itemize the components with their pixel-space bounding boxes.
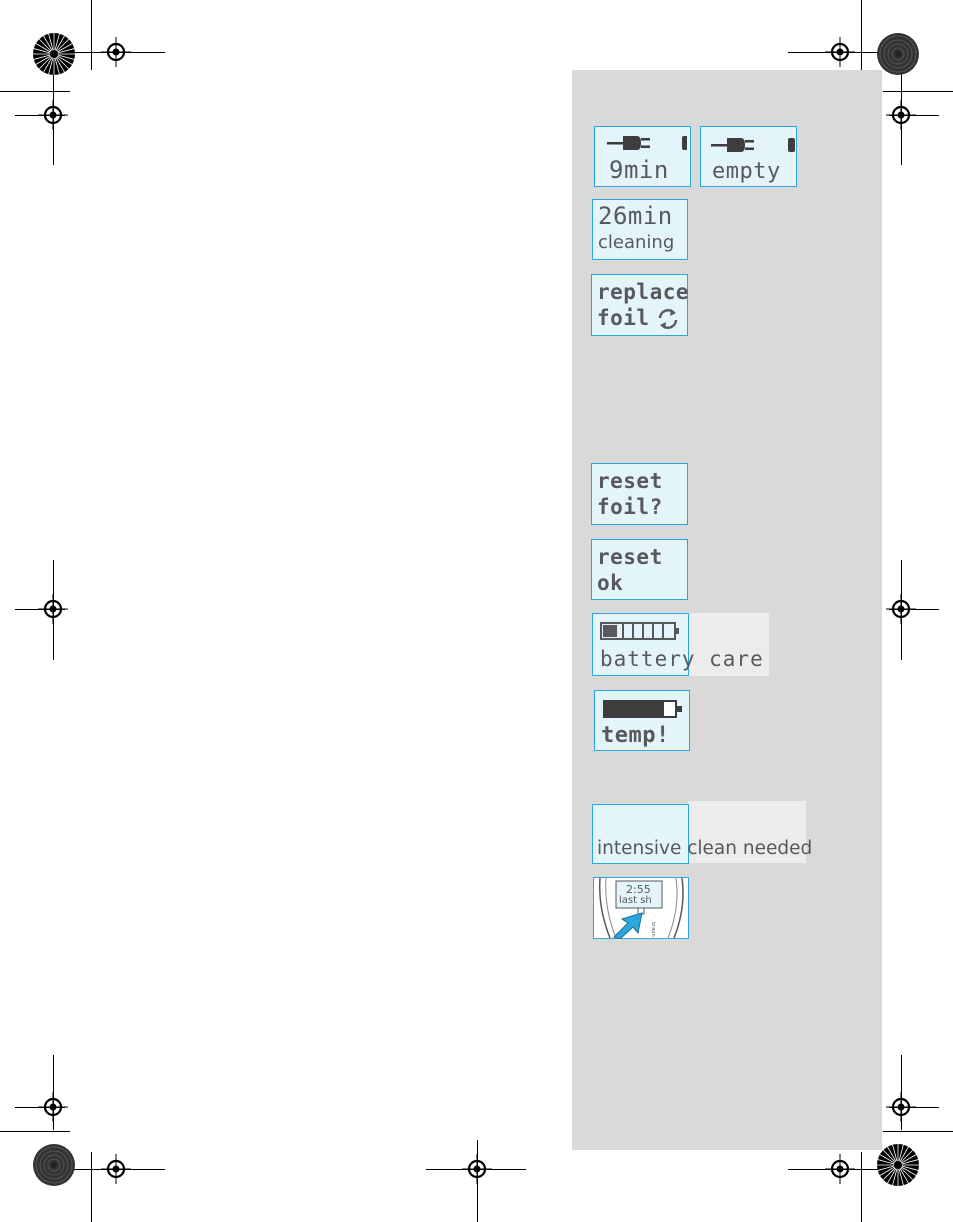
crop-line: [53, 1055, 54, 1130]
crop-line: [53, 70, 54, 165]
crop-line: [65, 1169, 165, 1170]
shaver-lcd-line2: last sh: [619, 895, 652, 906]
shaver-lcd-line1: 2:55: [626, 883, 651, 896]
lcd-line2: foil?: [597, 495, 663, 519]
crop-line: [91, 1152, 92, 1222]
crop-line: [889, 1107, 939, 1108]
crop-line: [901, 70, 902, 165]
crop-line: [15, 609, 65, 610]
crop-line: [0, 91, 70, 92]
lcd-replace-foil: [591, 274, 688, 336]
lcd-line1: empty: [712, 159, 781, 184]
crop-line: [889, 609, 939, 610]
lcd-line2: temp!: [601, 723, 670, 748]
lcd-line1: reset: [597, 545, 663, 569]
starburst-mark-icon: [32, 32, 76, 76]
plug-icon: [607, 133, 687, 153]
lcd-line2: ok: [597, 571, 624, 595]
crop-line: [889, 115, 939, 116]
crop-line: [861, 0, 862, 70]
battery-icon: [602, 698, 684, 720]
lcd-battery-care: [592, 613, 764, 676]
shaver-display-illustration: [593, 877, 689, 939]
lcd-line2: cleaning: [598, 232, 675, 253]
crop-line: [788, 52, 888, 53]
crop-line: [91, 0, 92, 70]
lcd-line1: 26min: [598, 202, 673, 230]
crop-line: [901, 560, 902, 660]
lcd-reset-foil: [591, 463, 688, 525]
crop-line: [0, 1131, 70, 1132]
lcd-line1: replace: [597, 280, 690, 304]
starburst-mark-icon: [876, 1143, 920, 1187]
crop-line: [477, 1140, 478, 1222]
crop-line: [861, 1152, 862, 1222]
crop-line: [788, 1169, 888, 1170]
plug-icon: [711, 135, 797, 155]
crop-line: [15, 115, 65, 116]
starburst-mark-icon: [876, 32, 920, 76]
refresh-icon: [656, 307, 680, 331]
lcd-line1: reset: [597, 469, 663, 493]
lcd-line2: battery care: [600, 647, 764, 671]
lcd-reset-ok: [591, 539, 688, 600]
lcd-intensive-clean: [592, 804, 813, 864]
lcd-cleaning-26min: [592, 199, 688, 260]
battery-icon: [600, 621, 682, 641]
crop-line: [65, 52, 165, 53]
crop-line: [15, 1107, 65, 1108]
crop-line: [426, 1169, 526, 1170]
crop-line: [53, 560, 54, 660]
lcd-charging-9min: [594, 126, 691, 187]
crop-line: [901, 1055, 902, 1130]
lcd-line2: intensive clean needed: [597, 838, 813, 859]
press-arrow-icon: [610, 911, 646, 939]
crop-line: [883, 1131, 953, 1132]
lcd-line2: foil: [597, 306, 650, 330]
svg-text:braun: braun: [650, 922, 656, 937]
lcd-line1: 9min: [609, 156, 669, 184]
lcd-charging-empty: [700, 126, 797, 187]
crop-line: [883, 91, 953, 92]
starburst-mark-icon: [32, 1143, 76, 1187]
lcd-temp: [594, 690, 690, 751]
